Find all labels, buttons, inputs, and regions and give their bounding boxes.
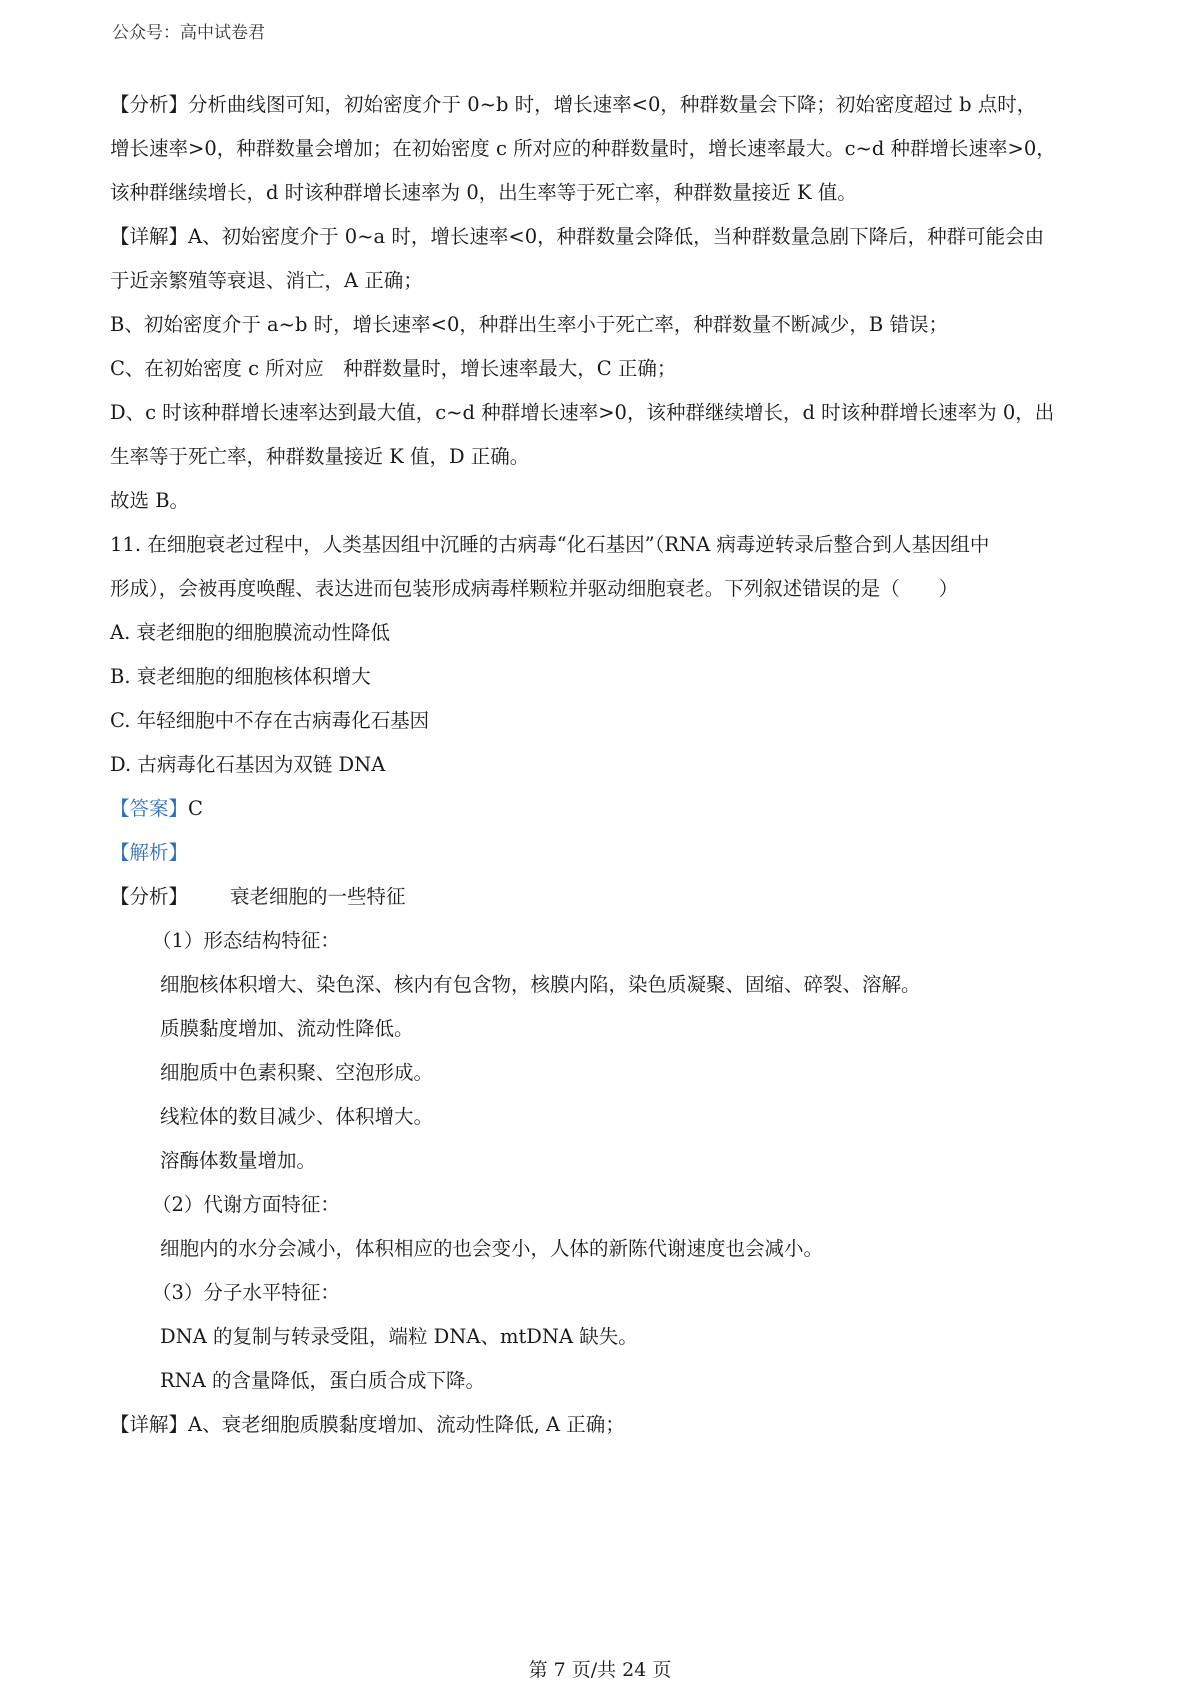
page-header-source: 公众号：高中试卷君 xyxy=(112,23,265,43)
feature-item: 质膜黏度增加、流动性降低。 xyxy=(160,1017,414,1040)
option-c: C. 年轻细胞中不存在古病毒化石基因 xyxy=(110,709,430,732)
prev-analysis-line-1: 【分析】分析曲线图可知，初始密度介于 0~b 时，增长速率<0，种群数量会下降；初始密度超过 b 点时， xyxy=(110,93,1037,116)
feature-item: 细胞内的水分会减小，体积相应的也会变小，人体的新陈代谢速度也会减小。 xyxy=(160,1237,824,1260)
prev-detail-line-1: 【详解】A、初始密度介于 0~a 时，增长速率<0，种群数量会降低，当种群数量急剧下降后，种群可能会由 xyxy=(110,225,1045,248)
feature-item: DNA 的复制与转录受阻，端粒 DNA、mtDNA 缺失。 xyxy=(160,1325,638,1348)
prev-detail-line-6: 生率等于死亡率，种群数量接近 K 值，D 正确。 xyxy=(110,445,530,468)
prev-detail-line-2: 于近亲繁殖等衰退、消亡，A 正确； xyxy=(110,269,423,292)
explain-tag: 【解析】 xyxy=(110,841,189,864)
detail-text: A、衰老细胞质膜黏度增加、流动性降低, A 正确； xyxy=(188,1413,625,1436)
answer-line xyxy=(110,794,203,824)
feature-item: RNA 的含量降低，蛋白质合成下降。 xyxy=(160,1369,486,1392)
analysis-title: 衰老细胞的一些特征 xyxy=(230,885,406,908)
detail-tag: 【详解】 xyxy=(110,1413,189,1436)
prev-analysis-line-3: 该种群继续增长，d 时该种群增长速率为 0，出生率等于死亡率，种群数量接近 K 值。 xyxy=(110,181,857,204)
feature-item: 溶酶体数量增加。 xyxy=(160,1149,317,1172)
question-stem-line-2: 形成），会被再度唤醒、表达进而包装形成病毒样颗粒并驱动细胞衰老。下列叙述错误的是（ ） xyxy=(110,577,959,600)
option-a: A. 衰老细胞的细胞膜流动性降低 xyxy=(110,621,390,644)
answer-tag: 【答案】 xyxy=(110,797,189,820)
feature-heading-3: （3）分子水平特征： xyxy=(152,1281,340,1304)
question-stem-line-1: 11. 在细胞衰老过程中，人类基因组中沉睡的古病毒“化石基因”（RNA 病毒逆转录后整合到人基因组中 xyxy=(110,533,990,556)
analysis-tag: 【分析】 xyxy=(110,93,189,116)
option-d: D. 古病毒化石基因为双链 DNA xyxy=(110,753,386,776)
analysis-tag: 【分析】 xyxy=(110,885,189,908)
feature-item: 线粒体的数目减少、体积增大。 xyxy=(160,1105,434,1128)
feature-item: 细胞核体积增大、染色深、核内有包含物，核膜内陷，染色质凝聚、固缩、碎裂、溶解。 xyxy=(160,973,921,996)
prev-detail-line-3: B、初始密度介于 a~b 时，增长速率<0，种群出生率小于死亡率，种群数量不断减少，B 错误； xyxy=(110,313,948,336)
answer-value: C xyxy=(188,797,203,820)
analysis-line xyxy=(110,882,406,912)
feature-item: 细胞质中色素积聚、空泡形成。 xyxy=(160,1061,434,1084)
page-number: 第 7 页/共 24 页 xyxy=(528,1659,672,1681)
feature-heading-1: （1）形态结构特征： xyxy=(152,929,340,952)
prev-detail-line-4: C、在初始密度 c 所对应 种群数量时，增长速率最大，C 正确； xyxy=(110,357,677,380)
prev-conclusion: 故选 B。 xyxy=(110,489,190,512)
prev-detail-line-5: D、c 时该种群增长速率达到最大值，c~d 种群增长速率>0，该种群继续增长，d 时该种群增长速率为 0，出 xyxy=(110,401,1055,424)
feature-heading-2: （2）代谢方面特征： xyxy=(152,1193,340,1216)
detail-tag: 【详解】 xyxy=(110,225,189,248)
prev-analysis-line-2: 增长速率>0，种群数量会增加；在初始密度 c 所对应的种群数量时，增长速率最大。c~d 种群增长速率>0， xyxy=(110,137,1056,160)
detail-line xyxy=(110,1410,625,1440)
option-b: B. 衰老细胞的细胞核体积增大 xyxy=(110,665,371,688)
